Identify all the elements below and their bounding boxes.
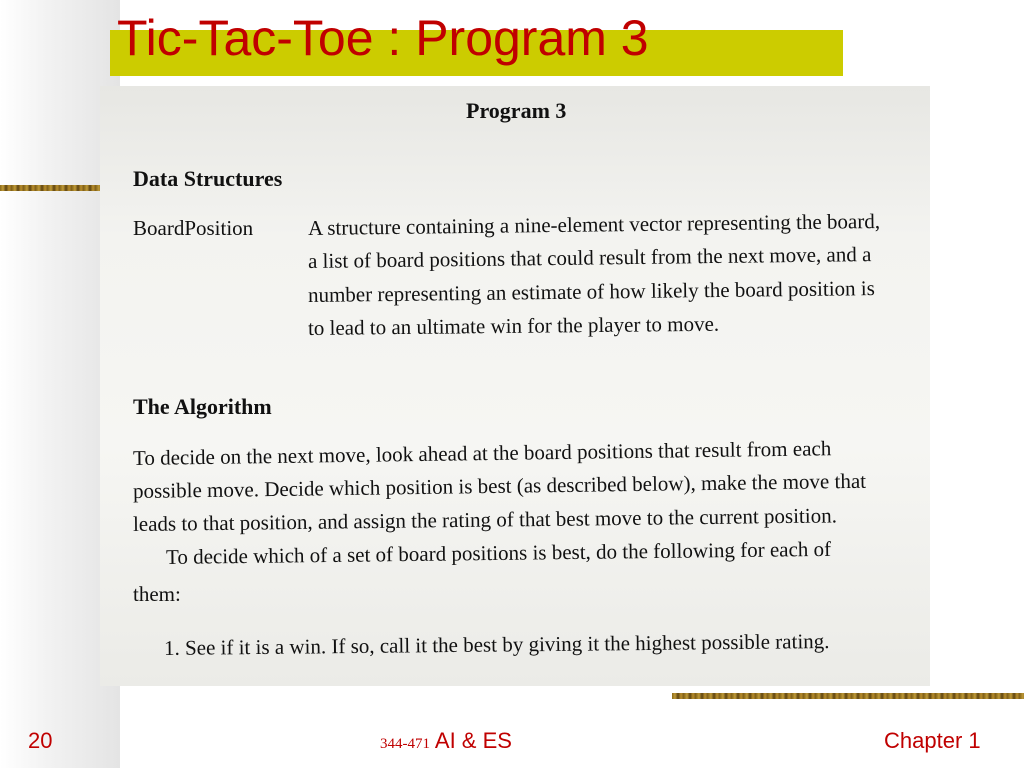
- algorithm-line: possible move. Decide which position is best (as described below), make the move that: [132, 468, 867, 503]
- course-name: AI & ES: [434, 728, 512, 753]
- definition-line: a list of board positions that could result from the next move, and a: [307, 242, 872, 273]
- footer-course: [380, 728, 512, 754]
- course-code: 344-471: [380, 736, 430, 752]
- definition-line: A structure containing a nine-element vector representing the board,: [307, 209, 881, 240]
- section-heading-data-structures: Data Structures: [133, 166, 283, 191]
- section-heading-algorithm: The Algorithm: [133, 394, 272, 419]
- slide-title: Tic-Tac-Toe : Program 3: [117, 10, 649, 66]
- scanned-document-image: [100, 86, 930, 686]
- algorithm-line: To decide on the next move, look ahead at the board positions that result from each: [132, 436, 832, 470]
- chapter-label: Chapter 1: [884, 728, 981, 753]
- algorithm-line: To decide which of a set of board positions is best, do the following for each of: [165, 536, 832, 569]
- decorative-stripe-left: [0, 185, 100, 191]
- entry-term: BoardPosition: [133, 216, 254, 240]
- slide-number: 20: [28, 728, 53, 753]
- document-heading: Program 3: [466, 98, 567, 123]
- algorithm-line: them:: [133, 582, 181, 606]
- definition-line: number representing an estimate of how likely the board position is: [307, 276, 875, 307]
- algorithm-line: leads to that position, and assign the rating of that best move to the current position.: [132, 503, 838, 536]
- definition-line: to lead to an ultimate win for the player to move.: [307, 311, 720, 340]
- list-item: 1. See if it is a win. If so, call it the best by giving it the highest possible rating.: [163, 629, 830, 660]
- decorative-stripe-right: [672, 693, 1024, 699]
